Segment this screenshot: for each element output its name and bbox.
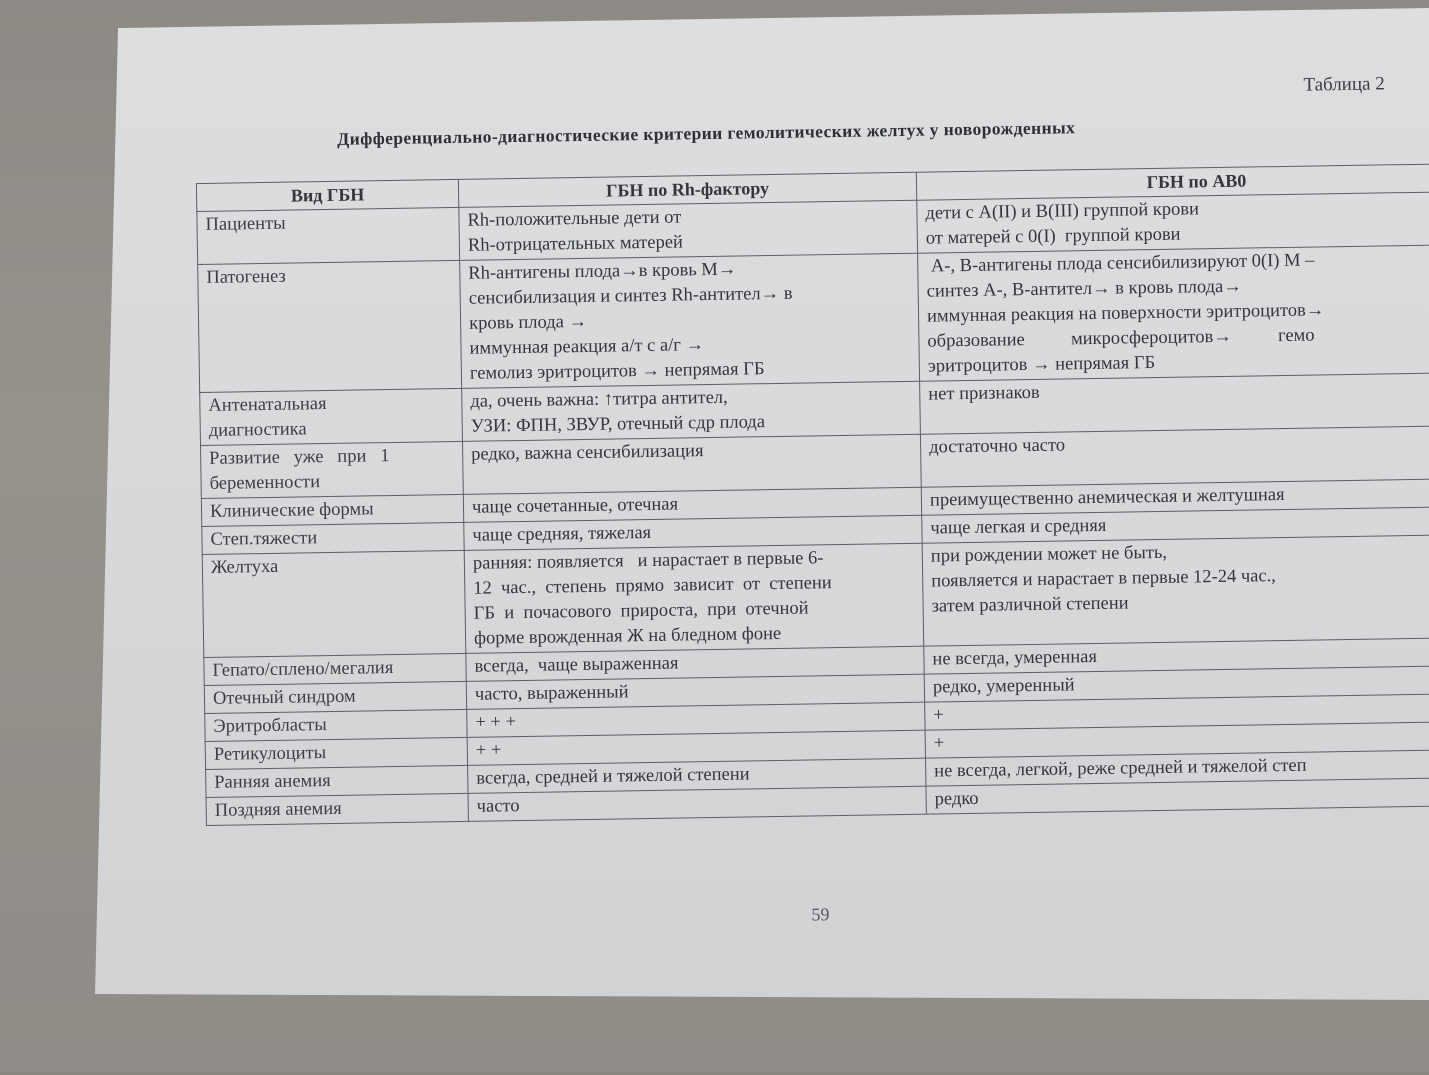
cell-line: А-, В-антигены плода сенсибилизируют 0(I) М – [926,250,1315,277]
cell-line: 12 час., степень прямо зависит от степени [473,573,832,599]
cell-line: преимущественно анемическая и желтушная [929,485,1285,511]
cell-ab0 [917,191,1429,253]
row-label: Гепато/сплено/мегалия [204,653,466,685]
cell-line: редко, важна сенсибилизация [471,441,704,465]
cell-line: всегда, средней и тяжелой степени [476,764,750,789]
cell-line: Rh-отрицательных матерей [467,232,684,256]
cell-line: от матерей с 0(I) группой крови [925,224,1181,249]
header-ab0: ГБН по АВ0 [916,163,1429,200]
cell-rh [459,200,918,260]
cell-line: чаще сочетанные, отечная [471,494,679,518]
cell-line: редко [934,788,979,810]
cell-line: затем различной степени [931,593,1129,617]
cell-rh [468,786,926,821]
cell-line: + + + [475,712,517,733]
criteria-table [196,163,1429,826]
table-number: Таблица 2 [1303,73,1385,96]
cell-ab0 [918,244,1429,381]
row-label: Эритробласты [205,709,467,741]
row-label: Поздняя анемия [206,793,468,825]
row-label: Степ.тяжести [202,522,464,554]
cell-line: Rh-положительные дети от [467,207,682,231]
cell-line: синтез А-, В-антител→ в кровь плода→ [926,276,1242,302]
page-number: 59 [811,904,830,925]
cell-line: иммунная реакция на поверхности эритроцитов→ [926,300,1325,327]
cell-line: ГБ и почасового прироста, при отечной [473,598,809,624]
cell-line: появляется и нарастает в первые 12-24 час., [931,566,1277,592]
cell-ab0 [922,534,1429,646]
header-type: Вид ГБН [196,179,458,211]
cell-line: не всегда, умеренная [932,646,1098,670]
table-row [198,244,1429,392]
cell-line: всегда, чаще выраженная [474,653,679,677]
cell-line: чаще легкая и средняя [930,515,1107,539]
row-label [200,388,463,445]
cell-line: + [933,733,945,754]
table-row [202,534,1429,657]
cell-line: + + [475,740,502,761]
cell-ab0 [920,372,1429,434]
cell-line: да, очень важна: ↑титра антител, [470,387,728,412]
cell-line: образование микросфероцитов→ гемо [927,325,1315,352]
row-label: Патогенез [198,260,462,392]
cell-line: + [933,705,944,726]
cell-line: Rh-антигены плода→в кровь М→ [468,259,737,284]
cell-line: часто, выраженный [474,682,629,705]
cell-ab0 [920,425,1429,487]
cell-line: часто [476,796,520,817]
header-rh: ГБН по Rh-фактору [458,172,916,207]
row-label: Ранняя анемия [206,765,468,797]
row-label: Пациенты [197,207,460,264]
cell-line: дети с А(II) и В(III) группой крови [925,199,1200,224]
row-label-line: Антенатальная [208,394,327,416]
cell-line: эритроцитов → непрямая ГБ [927,353,1156,377]
cell-rh [464,543,924,653]
cell-line: форме врожденная Ж на бледном фоне [473,623,782,649]
cell-line: сенсибилизация и синтез Rh-антител→ в [468,283,793,309]
cell-line: кровь плода → [468,311,588,334]
cell-rh [462,434,921,494]
row-label-line: Развитие уже при 1 [209,446,390,469]
row-label: Ретикулоциты [205,737,467,769]
cell-line: ранняя: появляется и нарастает в первые 6- [472,548,824,574]
row-label-line: беременности [209,472,321,494]
cell-line: при рождении может не быть, [930,542,1168,567]
cell-rh [462,381,921,441]
cell-line: редко, умеренный [932,675,1075,698]
cell-line: не всегда, легкой, реже средней и тяжелой степ [934,755,1307,782]
row-label-line: диагностика [208,419,307,441]
cell-rh [460,253,920,388]
row-label: Отечный синдром [204,681,466,713]
cell-line: чаще средняя, тяжелая [472,522,652,546]
cell-line: иммунная реакция а/т с а/г → [469,335,705,359]
cell-line: достаточно часто [928,435,1066,458]
row-label [201,441,464,498]
table-title: Дифференциально-диагностические критерии гемолитических желтух у новорожденных [337,117,1076,149]
cell-line: нет признаков [928,382,1040,405]
row-label: Клинические формы [201,494,463,526]
cell-line: гемолиз эритроцитов → непрямая ГБ [469,359,765,384]
row-label: Желтуха [202,550,466,657]
cell-line: УЗИ: ФПН, ЗВУР, отечный сдр плода [470,412,766,437]
